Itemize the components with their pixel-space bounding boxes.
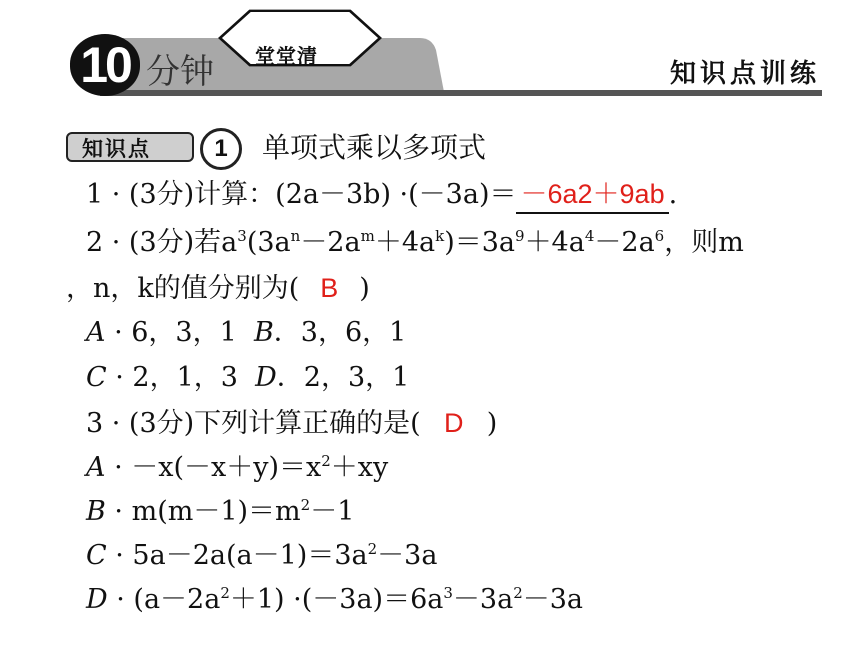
question-3	[86, 406, 497, 441]
knowledge-point-tag: 知识点	[66, 132, 194, 162]
option-text: －3a	[452, 584, 514, 615]
option-text: · 2，1，3	[106, 362, 256, 393]
question-2-line-1	[86, 226, 744, 260]
option-exp: 2	[321, 452, 331, 470]
q1-answer: －6a2＋9ab	[520, 179, 665, 209]
option-text: ．3，6，1	[273, 317, 407, 348]
option-exp: 2	[367, 540, 378, 558]
option-exp: 2	[300, 496, 311, 514]
q2-options-cd	[86, 361, 409, 395]
option-exp: 3	[443, 584, 453, 602]
q3-option-c	[86, 539, 437, 573]
option-text: · m(m－1)＝m	[105, 496, 301, 527]
question-1	[86, 177, 677, 214]
banner-label: 堂堂清	[255, 44, 318, 68]
option-letter: B	[253, 317, 274, 348]
q2-exp: n	[290, 227, 301, 245]
option-text: －1	[310, 496, 355, 527]
section-heading-right: 知识点训练	[669, 59, 820, 89]
q2-text: (3a	[246, 227, 291, 258]
q3-text: 3 · (3分)下列计算正确的是(	[86, 408, 421, 439]
option-letter: A	[86, 452, 106, 483]
knowledge-point-number: 1	[200, 128, 242, 170]
q3-text: )	[486, 408, 498, 439]
option-text: ．2，3，1	[276, 362, 410, 393]
option-text: · (a－2a	[107, 584, 221, 615]
q2-options-ab	[86, 316, 406, 350]
q2-exp: 4	[584, 227, 595, 245]
q2-exp: m	[360, 227, 375, 245]
knowledge-point-title: 单项式乘以多项式	[262, 131, 487, 164]
q3-option-b	[86, 495, 354, 529]
q3-answer: D	[443, 408, 464, 438]
q3-option-d	[86, 583, 583, 617]
q1-end: .	[668, 179, 678, 210]
q2-text: －2a	[594, 227, 655, 258]
option-text: ＋1) ·(－3a)＝6a	[229, 584, 444, 615]
option-letter: C	[86, 362, 107, 393]
option-exp: 2	[513, 584, 523, 602]
q2-answer: B	[320, 273, 339, 303]
option-letter: D	[86, 584, 108, 615]
question-2-line-2	[66, 271, 370, 306]
option-text: · 5a－2a(a－1)＝3a	[106, 540, 368, 571]
q2-exp: k	[435, 227, 445, 245]
q2-text: ＋4a	[524, 227, 585, 258]
q2-answer-slot	[299, 271, 359, 306]
q2-text: )＝3a	[444, 227, 516, 258]
option-letter: C	[86, 540, 107, 571]
q2-text: －2a	[300, 227, 361, 258]
option-letter: A	[86, 317, 106, 348]
option-text: ＋xy	[330, 452, 389, 483]
option-text: · －x(－x＋y)＝x	[105, 452, 322, 483]
q3-option-a	[86, 451, 388, 485]
minutes-label: 分钟	[146, 52, 214, 92]
option-text: －3a	[377, 540, 438, 571]
q2-text: 2 · (3分)若a	[86, 227, 238, 258]
option-exp: 2	[220, 584, 230, 602]
q3-answer-slot	[421, 406, 487, 441]
option-letter: D	[255, 362, 277, 393]
q1-text: 1 · (3分)计算：(2a－3b) ·(－3a)＝	[86, 179, 517, 210]
option-text: －3a	[522, 584, 584, 615]
option-text: · 6，3，1	[105, 317, 254, 348]
q2-text: ，n，k的值分别为(	[66, 273, 300, 304]
q2-exp: 9	[515, 227, 525, 245]
q2-text: ，则m	[664, 227, 744, 258]
q2-text: )	[359, 273, 370, 304]
q1-answer-blank	[516, 177, 668, 214]
minutes-badge: 10	[70, 34, 140, 96]
q2-text: ＋4a	[374, 227, 436, 258]
option-letter: B	[86, 496, 106, 527]
q2-exp: 3	[237, 227, 247, 245]
header-banner	[0, 0, 860, 110]
q2-exp: 6	[654, 227, 665, 245]
